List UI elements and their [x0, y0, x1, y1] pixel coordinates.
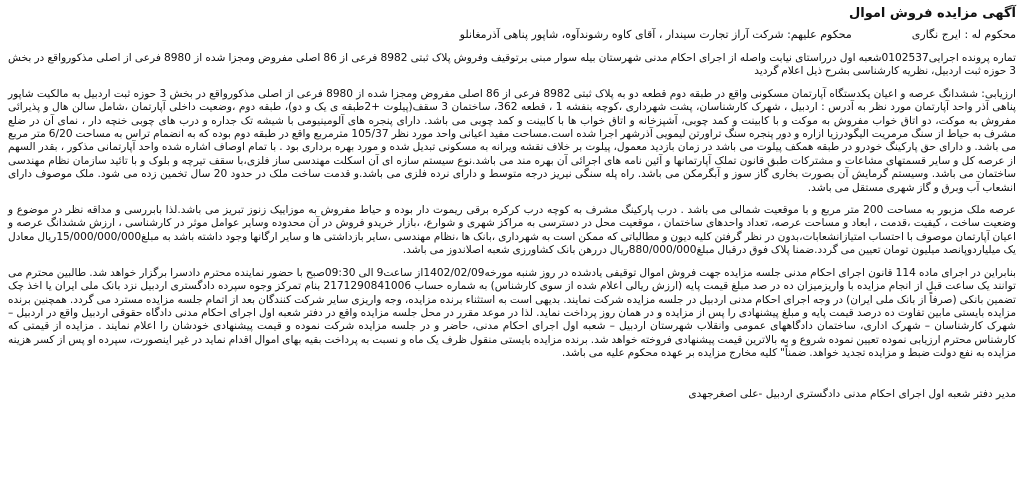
parties-row: [8, 28, 1016, 42]
land-value-paragraph: عرصه ملک مزبور به مساحت 200 متر مربع و با موقعیت شمالی می باشد . درب پارکینگ مشرف به کوچه درب کرکره برقی ریموت دار بوده و حیاط مفروش به موزاییک زنوز تبریز می باشد.لذا بابررسی و مداقه نظر در موضوع و وضعیت ساخت ، کیفیت ،قدمت ، ابعاد و مساحت عرصه، تعداد واحدهای ساختمان ، موقعیت محل در دسترسی به مراکز شهری و شوارع، ،بازار خریدو فروش در آن محدوده وسایر عوامل موثر در کارشناسی ، ارزش ششدانگ عرصه و اعیان آپارتمان موصوف با احتساب امتیازانشعابات،بدون در نظر گرفتن کلیه دیون و مطالباتی که ممکن است به شهرداری ،بانک ها ،نظام مهندسی ،سایر بازداشتی ها و سایر ارگانها وجود داشته باشد به مبلغ15/000/000/000ریال معادل یک میلیاردوپانصد میلیون تومان تعیین می گردد.ضمنا پلاک فوق درقبال مبلغ880/000/000ریال دررهن بانک کشاورزی شعبه اصلاندوز می باشد.: [8, 204, 1016, 257]
valuation-paragraph: ارزیابی: ششدانگ عرصه و اعیان یکدستگاه آپارتمان مسکونی واقع در طبقه دوم قطعه دو به پلاک ثبتی 8982 فرعی از 86 اصلی مفروض ومجزا شده از 8980 فرعی از اصلی مذکورواقع در بخش 3 حوزه ثبت اردبیل به مالکیت شاپور پناهی آذر واحد آپارتمان مورد نظر به آدرس : اردبیل ، شهرک کارشناسان، پشت شهرداری ،کوچه بنفشه 1 ، قطعه 362، ساختمان 3 سقف(پیلوت +2طبقه ی یک و دو)، طبقه دوم ،وضعیت داخلی آپارتمان ،شامل سالن هال و پذیرائی مفروش به موکت، دو اتاق خواب مفروش به موکت و با کابینت و کمد چوبی، آشپزخانه و اتاق خواب ها با کابینت و کمد چوبی می باشد. دارای پنجره های آلومینیومی با شیشه تک جداره و درب های چوبی خنچه دار ، نمای آن در ضلع مشرف به حیاط از سنگ مرمریت الیگودرزیا ازاره و دور پنجره سنگ تراورتن لیمویی آذرشهر اجرا شده است.مساحت مفید اعیانی واحد مورد نظر 105/37 مترمربع واقع در طبقه دوم بوده که به انضمام تراس به مساحت 6/20 متر مربع می باشد. و دارای حق پارکینگ خودرو در طبقه همکف پیلوت می باشد در زمان بازدید معمول، پیلوت بر خلاف نقشه ویرانه به مسکونی تبدیل شده و مورد بهره برداری بود . با تمام اوصاف اشاره شده واحد آپارتمانی مذکور ، بقدر السهم از عرصه کل و سایر قسمتهای مشاعات و مشترکات طبق قانون تملک آپارتمانها و آئین نامه های اجرائی آن بهره مند می باشد.نوع سیستم سازه ای آن اسکلت مهندسی ساز فلزی،با سقف تیرچه و بلوک و با تائید سازمان نظام مهندسی ساختمان می باشد. وسیستم گرمایش آن بصورت بخاری گاز سوز و آبگرمکن می باشد. راه پله سنگی نیریز درجه متوسط و دارای نرده فلزی می باشد.و قدمت ساخت ملک در حدود 20 سال تخمین زده می شود. ملک موصوف دارای انشعاب آب وبرق و گاز شهری مستقل می باشد.: [8, 87, 1017, 194]
defendants-block: [460, 28, 852, 42]
case-intro-paragraph: تماره پرونده اجرایی0102537شعبه اول درراستای نیابت واصله از اجرای احکام مدنی شهرستان بیله سوار مبنی برتوقیف وفروش پلاک ثبتی 8982 فرعی از 86 اصلی مفروض ومجزا شده از 8980 فرعی از اصلی مذکورواقع در بخش 3 حوزه ثبت اردبیل، نظریه کارشناسی بشرح ذیل اعلام گردید: [8, 52, 1016, 78]
plaintiff-block: [912, 28, 1016, 42]
auction-terms-paragraph: بنابراین در اجرای ماده 114 قانون اجرای احکام مدنی جلسه مزایده جهت فروش اموال توقیفی یادشده در روز شنبه مورخه1402/02/09از ساعت9 الی 09:30صبح با حضور نماینده محترم دادسرا برگزار خواهد شد. طالبین محترم می توانند یک ساعت قبل از انجام مزایده با واریزمیزان ده در صد مبلغ قیمت پایه (ارزش ریالی اعلام شده از سوی کارشناس) به شماره حساب 2171290841006 بنام تمرکز وجوه سپرده دادگستری اردبیل نزد بانک ملی ایران یا اخذ چک تضمین بانکی (صرفاً از بانک ملی ایران) در وجه اجرای احکام مدنی اردبیل در جلسه مزایده شرکت نمایند. بدیهی است به استثناء برنده مزایده، وجه واریزی سایر شرکت کنندگان بعد از اتمام جلسه مزایده مسترد می گردد. همچنین برنده مزایده بایستی مابین تفاوت ده درصد قیمت پایه و مبلغ پیشنهادی را پس از مزایده و در همان روز پرداخت نماید. لذا در موعد مقرر در محل جلسه مزایده واقع در دفتر شعبه اول اجرای احکام مدنی دادگاه حقوقی اردبیل واقع در اردبیل – شهرک کارشناسان – شهرک اداری، ساختمان دادگاههای عمومی وانقلاب شهرستان اردبیل – شعبه اول اجرای احکام مدنی، حاضر و در جلسه مزایده شرکت نموده و قیمت پیشنهادی خودشان را اعلام نمایند . مزایده از قیمتی که کارشناس محترم ارزیابی نموده تعیین نموده شروع و به بالاترین قیمت پیشنهادی فروخته خواهد شد. برنده مزایده بایستی منقول ظرف یک ماه و نسبت به پرداخت بقیه بهای اموال اقدام نماید در غیر اینصورت، سپرده او پس از کسر هزینه مزایده به نفع دولت ضبط و مزایده تجدید خواهد. ضمناً" کلیه مخارج مزایده بر عهده محکوم علیه می باشد.: [8, 266, 1016, 360]
defendants-names: شرکت آراز تجارت سیندار ، آقای کاوه رشوندآوه، شاپور پناهی آذرمغانلو: [459, 28, 784, 41]
plaintiff-label: محکوم له :: [964, 28, 1016, 41]
plaintiff-name: ایرج نگاری: [911, 28, 961, 41]
signature-line: مدیر دفتر شعبه اول اجرای احکام مدنی دادگستری اردبیل -علی اصغرجهدی: [688, 387, 1016, 400]
notice-title: آگهی مزایده فروش اموال: [849, 6, 1016, 21]
defendants-label: محکوم علیهم:: [787, 28, 852, 41]
